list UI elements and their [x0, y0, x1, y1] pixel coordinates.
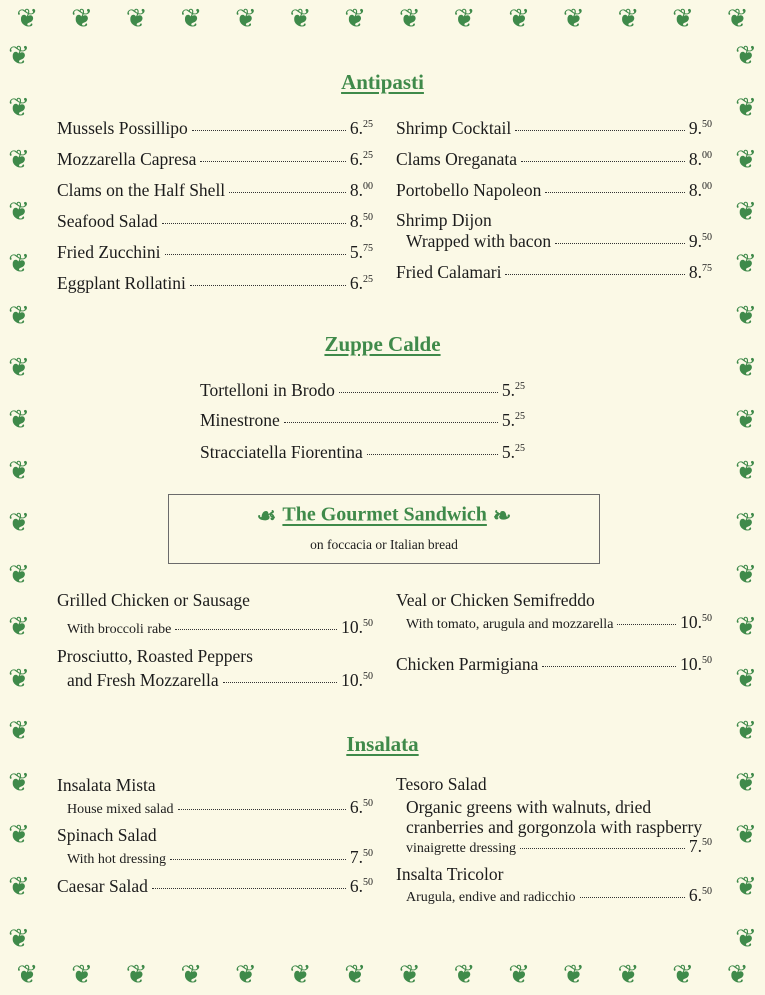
swirl-right-icon: ❧ [492, 503, 512, 528]
swirl-ornament-icon: ❦ [180, 960, 203, 989]
menu-item-price: 8.00 [688, 149, 712, 169]
menu-item: Eggplant Rollatini 6.25 [57, 273, 373, 293]
swirl-ornament-icon: ❦ [16, 4, 39, 33]
swirl-ornament-icon: ❦ [735, 664, 757, 694]
bottom-border [0, 958, 765, 992]
swirl-ornament-icon: ❦ [8, 352, 30, 382]
swirl-ornament-icon: ❦ [398, 4, 421, 33]
menu-item-name: Insalta Tricolor [396, 864, 504, 884]
swirl-ornament-icon: ❦ [735, 404, 757, 434]
swirl-ornament-icon: ❦ [735, 871, 757, 901]
swirl-left-icon: ☙ [256, 503, 277, 528]
left-border [2, 30, 36, 965]
swirl-ornament-icon: ❦ [8, 196, 30, 226]
menu-item: Chicken Parmigiana 10.50 [396, 654, 712, 674]
menu-item-name: Veal or Chicken Semifreddo [396, 590, 595, 610]
menu-item-price: 10.50 [341, 617, 373, 637]
swirl-ornament-icon: ❦ [562, 4, 585, 33]
menu-item-price: 8.00 [688, 180, 712, 200]
swirl-ornament-icon: ❦ [735, 923, 757, 953]
menu-item: Wrapped with bacon 9.50 [406, 231, 712, 251]
menu-item-price: 6.25 [349, 118, 373, 138]
swirl-ornament-icon: ❦ [398, 960, 421, 989]
menu-item: vinaigrette dressing 7.50 [406, 836, 712, 856]
menu-item-price: 5.25 [501, 410, 525, 430]
swirl-ornament-icon: ❦ [735, 560, 757, 590]
swirl-ornament-icon: ❦ [562, 960, 585, 989]
menu-item: Tortelloni in Brodo 5.25 [200, 380, 525, 400]
swirl-ornament-icon: ❦ [726, 4, 749, 33]
swirl-ornament-icon: ❦ [289, 960, 312, 989]
swirl-ornament-icon: ❦ [735, 612, 757, 642]
swirl-ornament-icon: ❦ [234, 4, 257, 33]
menu-item: Mozzarella Capresa 6.25 [57, 149, 373, 169]
swirl-ornament-icon: ❦ [735, 144, 757, 174]
swirl-ornament-icon: ❦ [735, 300, 757, 330]
swirl-ornament-icon: ❦ [453, 960, 476, 989]
menu-item-price: 7.50 [349, 847, 373, 867]
menu-item: House mixed salad 6.50 [67, 797, 373, 817]
swirl-ornament-icon: ❦ [8, 820, 30, 850]
swirl-ornament-icon: ❦ [125, 4, 148, 33]
menu-item-price: 6.50 [688, 885, 712, 905]
menu-item: Portobello Napoleon 8.00 [396, 180, 712, 200]
insalata-heading: Insalata [346, 732, 419, 756]
zuppe-heading: Zuppe Calde [324, 332, 441, 356]
swirl-ornament-icon: ❦ [672, 4, 694, 33]
sandwich-heading: ☙ The Gourmet Sandwich ❧ [256, 503, 512, 528]
menu-item-name: Spinach Salad [57, 825, 157, 845]
menu-item-name: Grilled Chicken or Sausage [57, 590, 250, 610]
menu-item-price: 10.50 [341, 670, 373, 690]
menu-item-price: 8.75 [688, 262, 712, 282]
swirl-ornament-icon: ❦ [8, 716, 30, 746]
menu-item: Arugula, endive and radicchio 6.50 [406, 885, 712, 905]
menu-item: Clams Oreganata 8.00 [396, 149, 712, 169]
swirl-ornament-icon: ❦ [289, 4, 312, 33]
swirl-ornament-icon: ❦ [8, 248, 30, 278]
swirl-ornament-icon: ❦ [735, 92, 757, 122]
menu-item-name: Insalata Mista [57, 775, 156, 795]
menu-item-price: 6.25 [349, 273, 373, 293]
menu-item: Fried Zucchini 5.75 [57, 242, 373, 262]
menu-item: Shrimp Cocktail 9.50 [396, 118, 712, 138]
swirl-ornament-icon: ❦ [735, 40, 757, 70]
swirl-ornament-icon: ❦ [71, 4, 93, 33]
sandwich-box [168, 494, 600, 564]
menu-item-price: 8.50 [349, 211, 373, 231]
swirl-ornament-icon: ❦ [508, 4, 530, 33]
menu-item: Stracciatella Fiorentina 5.25 [200, 442, 525, 462]
menu-item-description: cranberries and gorgonzola with raspberry [406, 817, 703, 837]
swirl-ornament-icon: ❦ [8, 456, 30, 486]
swirl-ornament-icon: ❦ [735, 456, 757, 486]
menu-item-price: 8.00 [349, 180, 373, 200]
menu-item-price: 5.25 [501, 380, 525, 400]
menu-item-price: 9.50 [688, 231, 712, 251]
swirl-ornament-icon: ❦ [8, 144, 30, 174]
sandwich-subtitle: on foccacia or Italian bread [310, 537, 458, 552]
swirl-ornament-icon: ❦ [735, 508, 757, 538]
menu-item-price: 5.75 [349, 242, 373, 262]
swirl-ornament-icon: ❦ [8, 768, 30, 798]
swirl-ornament-icon: ❦ [16, 960, 39, 989]
swirl-ornament-icon: ❦ [453, 4, 476, 33]
swirl-ornament-icon: ❦ [8, 923, 30, 953]
menu-item: With broccoli rabe 10.50 [67, 617, 373, 637]
swirl-ornament-icon: ❦ [735, 248, 757, 278]
swirl-ornament-icon: ❦ [8, 508, 30, 538]
menu-item: Caesar Salad 6.50 [57, 876, 373, 896]
menu-item-description: Organic greens with walnuts, dried [406, 797, 652, 817]
menu-item: With tomato, arugula and mozzarella 10.50 [406, 612, 712, 632]
swirl-ornament-icon: ❦ [617, 960, 640, 989]
swirl-ornament-icon: ❦ [617, 4, 640, 33]
menu-item-name: Shrimp Dijon [396, 210, 492, 230]
swirl-ornament-icon: ❦ [735, 768, 757, 798]
menu-item-price: 6.50 [349, 876, 373, 896]
swirl-ornament-icon: ❦ [8, 404, 30, 434]
swirl-ornament-icon: ❦ [735, 716, 757, 746]
menu-item-price: 9.50 [688, 118, 712, 138]
swirl-ornament-icon: ❦ [71, 960, 93, 989]
swirl-ornament-icon: ❦ [8, 871, 30, 901]
menu-item-name: Prosciutto, Roasted Peppers [57, 646, 253, 666]
swirl-ornament-icon: ❦ [344, 960, 367, 989]
swirl-ornament-icon: ❦ [735, 820, 757, 850]
swirl-ornament-icon: ❦ [234, 960, 257, 989]
swirl-ornament-icon: ❦ [726, 960, 749, 989]
menu-item-name: Tesoro Salad [396, 774, 487, 794]
swirl-ornament-icon: ❦ [672, 960, 694, 989]
swirl-ornament-icon: ❦ [8, 40, 30, 70]
antipasti-heading: Antipasti [341, 70, 424, 94]
menu-item: Minestrone 5.25 [200, 410, 525, 430]
top-border [0, 2, 765, 36]
swirl-ornament-icon: ❦ [8, 664, 30, 694]
swirl-ornament-icon: ❦ [735, 196, 757, 226]
right-border [729, 30, 763, 965]
swirl-ornament-icon: ❦ [344, 4, 367, 33]
swirl-ornament-icon: ❦ [8, 612, 30, 642]
menu-item: Mussels Possillipo 6.25 [57, 118, 373, 138]
swirl-ornament-icon: ❦ [735, 352, 757, 382]
swirl-ornament-icon: ❦ [8, 92, 30, 122]
menu-item-price: 7.50 [688, 836, 712, 856]
menu-item-price: 5.25 [501, 442, 525, 462]
menu-item: Seafood Salad 8.50 [57, 211, 373, 231]
menu-item: With hot dressing 7.50 [67, 847, 373, 867]
swirl-ornament-icon: ❦ [8, 560, 30, 590]
menu-item: Clams on the Half Shell 8.00 [57, 180, 373, 200]
menu-item-price: 10.50 [680, 654, 712, 674]
menu-item-price: 6.50 [349, 797, 373, 817]
menu-item-price: 6.25 [349, 149, 373, 169]
menu-item: Fried Calamari 8.75 [396, 262, 712, 282]
swirl-ornament-icon: ❦ [508, 960, 530, 989]
menu-item: and Fresh Mozzarella 10.50 [67, 670, 373, 690]
menu-item-price: 10.50 [680, 612, 712, 632]
swirl-ornament-icon: ❦ [180, 4, 203, 33]
swirl-ornament-icon: ❦ [8, 300, 30, 330]
swirl-ornament-icon: ❦ [125, 960, 148, 989]
